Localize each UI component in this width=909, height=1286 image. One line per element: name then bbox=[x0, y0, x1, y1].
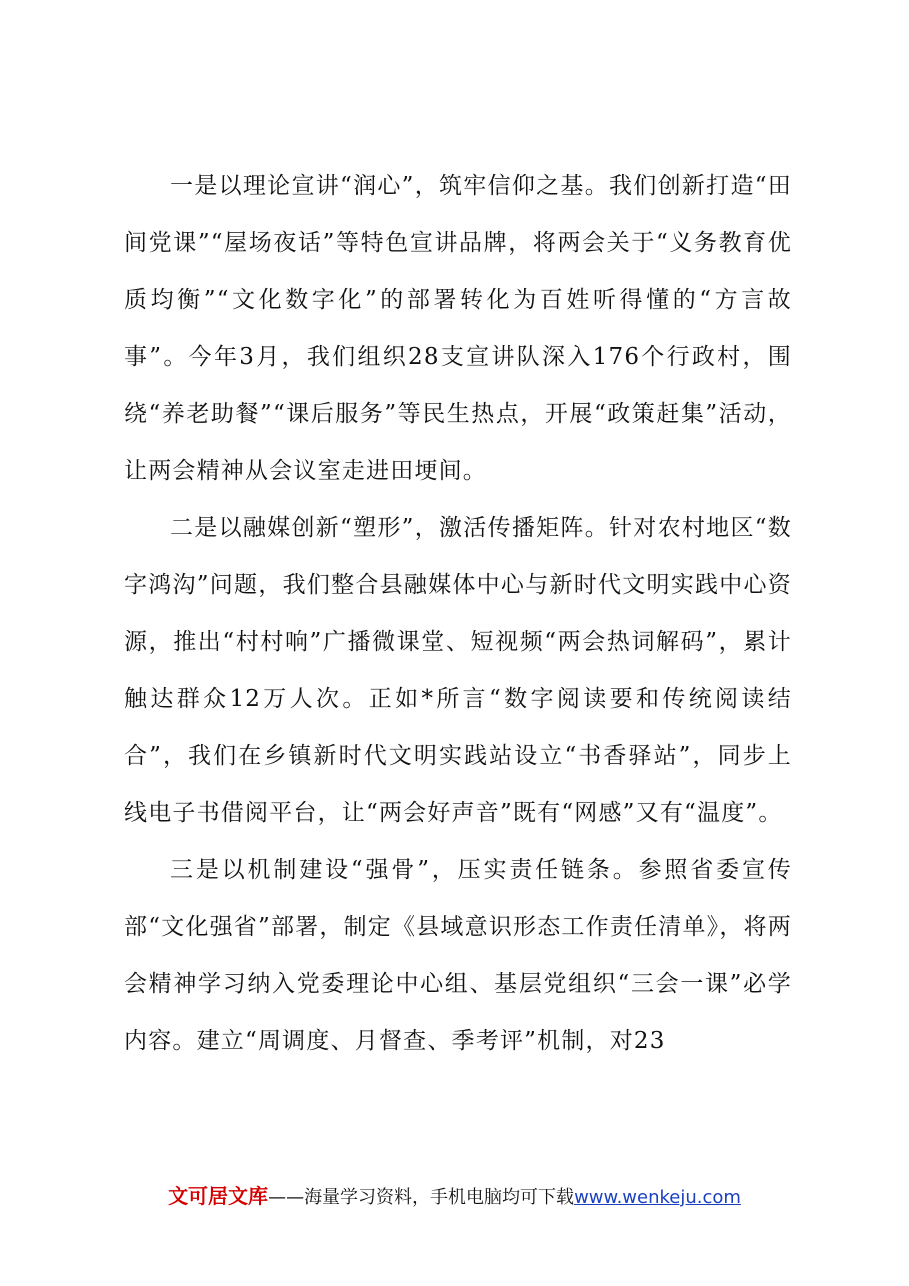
footer-website-link[interactable]: www.wenkeju.com bbox=[574, 1187, 741, 1208]
footer-banner bbox=[0, 1180, 909, 1209]
footer-brand: 文可居文库 bbox=[168, 1184, 269, 1208]
paragraph-3: 三是以机制建设“强骨”，压实责任链条。参照省委宣传部“文化强省”部署，制定《县域意识形态工作责任清单》，将两会精神学习纳入党委理论中心组、基层党组织“三会一课”必学内容。建立“周调度、月督查、季考评”机制，对23 bbox=[124, 857, 792, 1054]
paragraph-1: 一是以理论宣讲“润心”，筑牢信仰之基。我们创新打造“田间党课”“屋场夜话”等特色宣讲品牌，将两会关于“义务教育优质均衡”“文化数字化”的部署转化为百姓听得懂的“方言故事”。今年3月，我们组织28支宣讲队深入176个行政村，围绕“养老助餐”“课后服务”等民生热点，开展“政策赶集”活动，让两会精神从会议室走进田埂间。 bbox=[124, 173, 792, 484]
document-body bbox=[124, 158, 792, 1070]
paragraph-2: 二是以融媒创新“塑形”，激活传播矩阵。针对农村地区“数字鸿沟”问题，我们整合县融媒体中心与新时代文明实践中心资源，推出“村村响”广播微课堂、短视频“两会热词解码”，累计触达群众12万人次。正如*所言“数字阅读要和传统阅读结合”，我们在乡镇新时代文明实践站设立“书香驿站”，同步上线电子书借阅平台，让“两会好声音”既有“网感”又有“温度”。 bbox=[124, 515, 792, 826]
footer-slogan: ——海量学习资料，手机电脑均可下载 bbox=[268, 1187, 575, 1208]
